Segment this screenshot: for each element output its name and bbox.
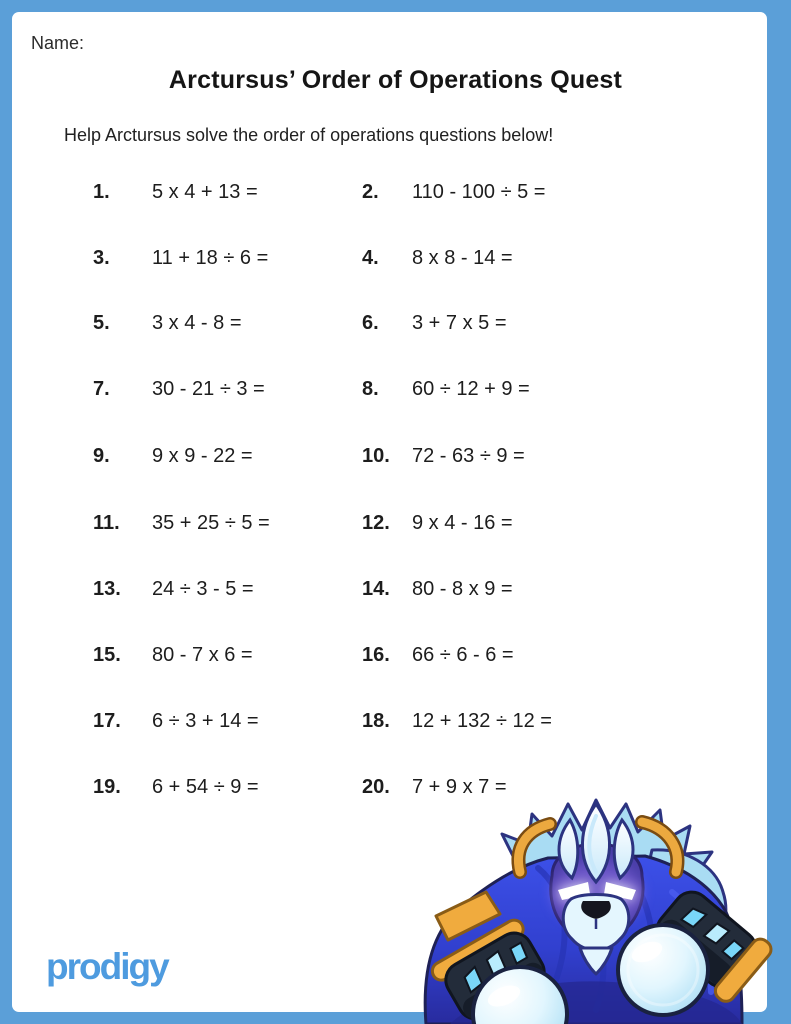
question-expression: 80 - 7 x 6 = — [152, 644, 253, 666]
question-number: 12. — [362, 512, 390, 534]
question-row — [0, 377, 791, 403]
right-orb-fist — [618, 925, 708, 1015]
question-number: 11. — [93, 512, 120, 534]
prodigy-logo: prodigy — [46, 946, 168, 987]
question-expression: 5 x 4 + 13 = — [152, 181, 258, 203]
question-number: 8. — [362, 378, 379, 400]
question-expression: 80 - 8 x 9 = — [412, 578, 513, 600]
question-number: 10. — [362, 445, 390, 467]
page-title: Arctursus’ Order of Operations Quest — [168, 66, 623, 94]
question-expression: 72 - 63 ÷ 9 = — [412, 445, 525, 467]
arctursus-character-illustration — [420, 796, 791, 1024]
question-expression: 8 x 8 - 14 = — [412, 247, 513, 269]
question-expression: 60 ÷ 12 + 9 = — [412, 378, 530, 400]
question-row — [0, 246, 791, 272]
question-row — [0, 643, 791, 669]
question-expression: 110 - 100 ÷ 5 = — [412, 181, 546, 203]
question-expression: 9 x 4 - 16 = — [412, 512, 513, 534]
question-number: 2. — [362, 181, 379, 203]
question-expression: 30 - 21 ÷ 3 = — [152, 378, 265, 400]
question-number: 7. — [93, 378, 110, 400]
question-expression: 6 + 54 ÷ 9 = — [152, 776, 259, 798]
question-number: 1. — [93, 181, 110, 203]
question-row — [0, 444, 791, 470]
question-number: 17. — [93, 710, 121, 732]
question-expression: 66 ÷ 6 - 6 = — [412, 644, 514, 666]
question-row — [0, 180, 791, 206]
question-number: 15. — [93, 644, 121, 666]
question-expression: 24 ÷ 3 - 5 = — [152, 578, 254, 600]
question-number: 3. — [93, 247, 110, 269]
question-expression: 9 x 9 - 22 = — [152, 445, 253, 467]
question-number: 4. — [362, 247, 379, 269]
question-number: 18. — [362, 710, 390, 732]
question-row — [0, 709, 791, 735]
question-row — [0, 511, 791, 537]
question-number: 6. — [362, 312, 379, 334]
question-number: 14. — [362, 578, 390, 600]
question-expression: 12 + 132 ÷ 12 = — [412, 710, 552, 732]
question-expression: 35 + 25 ÷ 5 = — [152, 512, 270, 534]
question-number: 16. — [362, 644, 390, 666]
instruction-text: Help Arctursus solve the order of operations questions below! — [64, 125, 554, 145]
question-expression: 7 + 9 x 7 = — [412, 776, 507, 798]
question-number: 9. — [93, 445, 110, 467]
question-expression: 11 + 18 ÷ 6 = — [152, 247, 269, 269]
question-number: 19. — [93, 776, 121, 798]
question-expression: 3 x 4 - 8 = — [152, 312, 242, 334]
name-label: Name: — [31, 33, 85, 53]
question-row — [0, 311, 791, 337]
question-number: 13. — [93, 578, 121, 600]
question-expression: 6 ÷ 3 + 14 = — [152, 710, 259, 732]
question-number: 20. — [362, 776, 390, 798]
question-row — [0, 577, 791, 603]
question-expression: 3 + 7 x 5 = — [412, 312, 507, 334]
question-number: 5. — [93, 312, 110, 334]
